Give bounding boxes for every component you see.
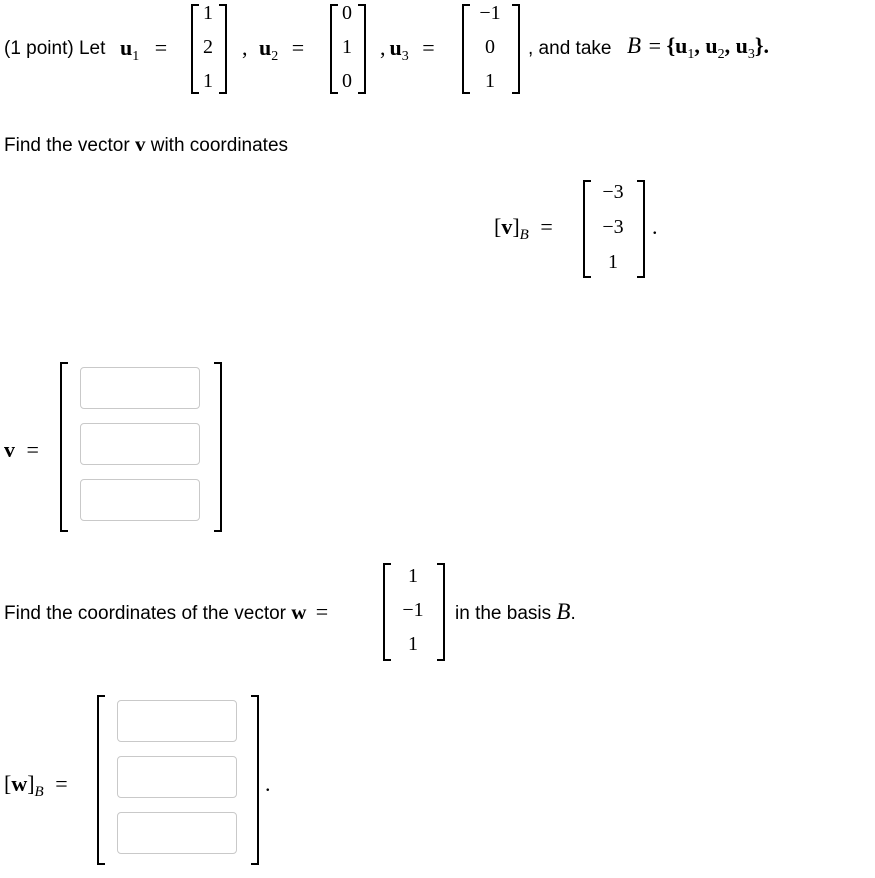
- answer-v-label: [4, 437, 39, 463]
- answer-wB-subscript: B: [34, 784, 44, 800]
- u3-entry-2: 0: [485, 36, 495, 58]
- find-v-symbol: v: [134, 132, 146, 156]
- find-w-basis-B: B: [556, 599, 571, 624]
- answer-wB-period: .: [265, 771, 271, 796]
- u1-entry-2: 2: [203, 36, 213, 58]
- u2-entry-1: 0: [342, 2, 352, 24]
- find-w-text: Find the coordinates of the vector: [4, 603, 292, 624]
- basis-set-mid1: , u: [694, 33, 718, 58]
- u1-letter: u: [120, 35, 133, 60]
- u1-label: [120, 35, 168, 64]
- answer-wB-w: w: [11, 771, 28, 796]
- basis-set-sub1: 1: [687, 47, 695, 62]
- u1-bracket-right: [219, 4, 227, 94]
- u2-equals: =: [291, 35, 305, 60]
- answer-v-bracket-left: [60, 362, 68, 532]
- find-v-sentence: [4, 132, 288, 157]
- u2-bracket-right: [358, 4, 366, 94]
- u2-entry-3: 0: [342, 70, 352, 92]
- find-v-text-after: with coordinates: [145, 135, 289, 156]
- answer-wB-bracket-right: [251, 695, 259, 865]
- basis-set-sub3: 3: [747, 47, 755, 62]
- u2-label: [242, 35, 305, 64]
- basis-equals: =: [648, 33, 661, 58]
- answer-wB-input-1[interactable]: [117, 700, 237, 742]
- u1-trailing-comma: ,: [242, 35, 248, 60]
- u3-letter: u: [389, 35, 402, 60]
- answer-wB-close: ]: [27, 771, 35, 796]
- vB-entry-3: 1: [608, 251, 618, 273]
- vB-v: v: [501, 214, 513, 239]
- answer-wB-input-3[interactable]: [117, 812, 237, 854]
- answer-v-equals: =: [26, 437, 39, 462]
- vB-close-bracket: ]: [512, 214, 520, 239]
- u1-subscript: 1: [132, 49, 140, 64]
- answer-wB-input-2[interactable]: [117, 756, 237, 798]
- w-entry-1: 1: [408, 565, 418, 587]
- find-v-text: Find the vector: [4, 135, 135, 156]
- u2-subscript: 2: [271, 49, 279, 64]
- find-w-text-after: in the basis: [455, 603, 557, 624]
- u3-entry-3: 1: [485, 70, 495, 92]
- w-entry-2: −1: [402, 599, 424, 621]
- problem-points-prefix: (1 point) Let: [4, 38, 106, 59]
- answer-v-input-1[interactable]: [80, 367, 200, 409]
- u1-equals: =: [154, 35, 168, 60]
- vB-open-bracket: [: [494, 214, 502, 239]
- u2-letter: u: [259, 35, 272, 60]
- find-w-equals: =: [315, 599, 329, 624]
- u1-entry-3: 1: [203, 70, 213, 92]
- basis-set-mid2: , u: [724, 33, 748, 58]
- answer-v-input-2[interactable]: [80, 423, 200, 465]
- basis-definition: [627, 33, 770, 62]
- vB-equals: =: [540, 214, 553, 239]
- u3-label: [380, 35, 435, 64]
- basis-set-open: {u: [666, 33, 688, 58]
- vB-entry-1: −3: [602, 181, 624, 203]
- find-w-symbol: w: [291, 600, 307, 624]
- and-take-text: , and take: [528, 38, 612, 59]
- basis-set-sub2: 2: [717, 47, 725, 62]
- answer-v-symbol: v: [4, 437, 15, 462]
- u2-entry-2: 1: [342, 36, 352, 58]
- u3-subscript: 3: [401, 49, 409, 64]
- vB-period: .: [652, 214, 658, 239]
- answer-v-input-3[interactable]: [80, 479, 200, 521]
- u2-trailing-comma: ,: [380, 35, 386, 60]
- vB-subscript: B: [519, 227, 529, 243]
- basis-B-symbol: B: [627, 33, 642, 58]
- answer-wB-label: [4, 771, 68, 800]
- u3-bracket-right: [512, 4, 520, 94]
- u1-entry-1: 1: [203, 2, 213, 24]
- basis-set-close: }.: [754, 33, 770, 58]
- vB-bracket-right: [637, 180, 645, 278]
- find-w-sentence: [4, 599, 328, 625]
- w-entry-3: 1: [408, 633, 418, 655]
- answer-wB-equals: =: [55, 771, 68, 796]
- answer-v-bracket-right: [214, 362, 222, 532]
- answer-wB-bracket-left: [97, 695, 105, 865]
- find-w-period: .: [570, 603, 576, 624]
- find-w-basis-text: [455, 599, 576, 625]
- w-bracket-right: [437, 563, 445, 661]
- u3-equals: =: [422, 35, 435, 60]
- u3-entry-1: −1: [479, 2, 501, 24]
- vB-entry-2: −3: [602, 216, 624, 238]
- vB-label: [494, 214, 553, 243]
- answer-wB-open: [: [4, 771, 12, 796]
